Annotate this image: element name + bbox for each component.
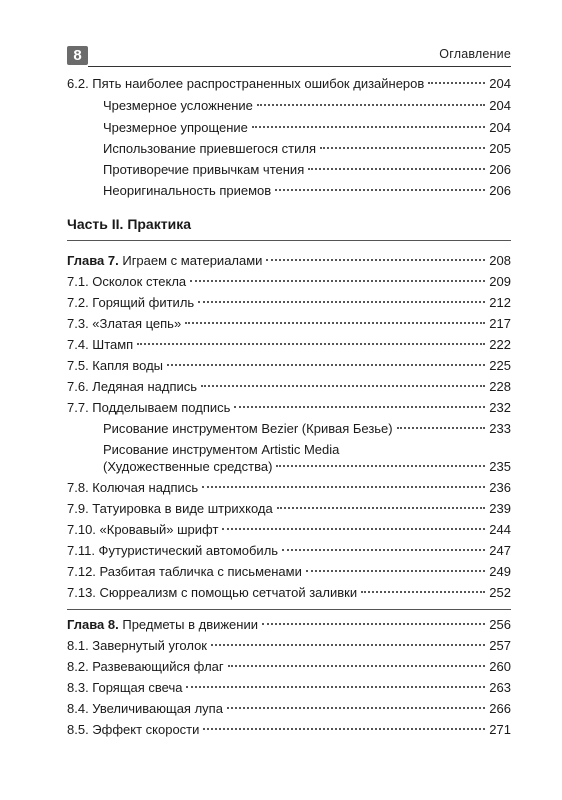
toc-entry-page: 244 (489, 522, 511, 537)
toc-entry-title: 7.6. Ледяная надпись (67, 379, 198, 394)
toc-entry[interactable] (67, 542, 511, 559)
toc-entry-page: 247 (489, 543, 511, 558)
toc-entry-title: 7.9. Татуировка в виде штрихкода (67, 501, 273, 516)
toc-entry-title: 7.10. «Кровавый» шрифт (67, 522, 219, 537)
dot-leader (167, 364, 485, 366)
dot-leader (397, 427, 486, 429)
toc-entry-title: 7.13. Сюрреализм с помощью сетчатой заливки (67, 585, 358, 600)
toc-entry[interactable] (67, 336, 511, 353)
toc-entry[interactable] (67, 294, 511, 311)
toc-entry[interactable] (67, 637, 511, 654)
toc-entry-title: 7.2. Горящий фитиль (67, 295, 195, 310)
toc-entry-title: Чрезмерное упрощение (103, 120, 248, 135)
toc-entry[interactable] (67, 399, 511, 416)
toc-entry-title: Противоречие привычкам чтения (103, 162, 305, 177)
toc-entry[interactable] (67, 479, 511, 496)
toc-entry-page: 235 (489, 459, 511, 474)
toc-entry[interactable] (67, 357, 511, 374)
running-head: Оглавление (439, 47, 511, 61)
toc-entry-page: 217 (489, 316, 511, 331)
toc-entry-page: 209 (489, 274, 511, 289)
dot-leader (306, 570, 485, 572)
toc-entry-page: 252 (489, 585, 511, 600)
toc-entry-title: (Художественные средства) (103, 459, 273, 474)
dot-leader (308, 168, 485, 170)
toc-subentry[interactable] (103, 97, 511, 114)
dot-leader (266, 259, 485, 261)
toc-entry-page: 271 (489, 722, 511, 737)
toc-entry-title: 7.11. Футуристический автомобиль (67, 543, 279, 558)
toc-entry-page: 256 (489, 617, 511, 632)
toc-chapter-title (67, 252, 262, 269)
page-header (67, 46, 511, 68)
section-rule (67, 240, 511, 241)
toc-entry[interactable] (67, 273, 511, 290)
dot-leader (185, 322, 485, 324)
toc-entry-title: 7.4. Штамп (67, 337, 134, 352)
toc-entry[interactable] (67, 378, 511, 395)
toc-entry-title: 7.12. Разбитая табличка с письменами (67, 564, 302, 579)
toc-entry-title: 7.1. Осколок стекла (67, 274, 187, 289)
toc-entry-6-2[interactable] (67, 75, 511, 92)
page-number-badge: 8 (67, 46, 88, 65)
toc-subentry[interactable] (103, 458, 511, 475)
toc-entry-title: Чрезмерное усложнение (103, 98, 253, 113)
toc-entry-page: 263 (489, 680, 511, 695)
dot-leader (190, 280, 485, 282)
toc-subentry[interactable] (103, 182, 511, 199)
toc-entry-page: 260 (489, 659, 511, 674)
toc-entry-page: 204 (489, 76, 511, 91)
dot-leader (262, 623, 485, 625)
dot-leader (277, 507, 486, 509)
dot-leader (202, 486, 485, 488)
toc-entry-title: Рисование инструментом Bezier (Кривая Безье) (103, 421, 393, 436)
dot-leader (222, 528, 485, 530)
toc-entry[interactable] (67, 584, 511, 601)
dot-leader (252, 126, 485, 128)
dot-leader (275, 189, 485, 191)
toc-entry-page: 204 (489, 120, 511, 135)
toc-entry-title: Использование приевшегося стиля (103, 141, 317, 156)
dot-leader (276, 465, 485, 467)
toc-entry[interactable] (67, 721, 511, 738)
toc-entry-page: 239 (489, 501, 511, 516)
toc-entry[interactable] (67, 563, 511, 580)
toc-entry-page: 225 (489, 358, 511, 373)
part-heading: Часть II. Практика (67, 216, 191, 232)
toc-entry-title: 7.5. Капля воды (67, 358, 164, 373)
toc-entry[interactable] (67, 658, 511, 675)
dot-leader (201, 385, 485, 387)
toc-entry-page: 266 (489, 701, 511, 716)
toc-entry-title: 8.3. Горящая свеча (67, 680, 183, 695)
toc-entry-title: 7.7. Подделываем подпись (67, 400, 231, 415)
toc-chapter-7[interactable] (67, 252, 511, 269)
toc-entry[interactable] (67, 521, 511, 538)
dot-leader (203, 728, 485, 730)
dot-leader (227, 707, 485, 709)
toc-subentry-title-line1[interactable]: Рисование инструментом Artistic Media (103, 442, 340, 457)
toc-entry-page: 204 (489, 98, 511, 113)
toc-entry-page: 249 (489, 564, 511, 579)
dot-leader (361, 591, 485, 593)
toc-subentry[interactable] (103, 420, 511, 437)
toc-entry-page: 206 (489, 183, 511, 198)
toc-subentry[interactable] (103, 140, 511, 157)
dot-leader (228, 665, 486, 667)
header-rule (88, 66, 511, 67)
dot-leader (137, 343, 485, 345)
toc-entry[interactable] (67, 500, 511, 517)
chapter-name: Предметы в движении (122, 617, 258, 632)
chapter-name: Играем с материалами (122, 253, 263, 268)
dot-leader (428, 82, 485, 84)
toc-entry-title: 7.3. «Златая цепь» (67, 316, 182, 331)
dot-leader (282, 549, 485, 551)
toc-entry-page: 236 (489, 480, 511, 495)
toc-entry-page: 233 (489, 421, 511, 436)
toc-entry-title: 6.2. Пять наиболее распространенных ошибок дизайнеров (67, 76, 425, 91)
toc-entry-page: 232 (489, 400, 511, 415)
toc-entry[interactable] (67, 700, 511, 717)
toc-entry-title: 8.5. Эффект скорости (67, 722, 200, 737)
toc-entry-title: 8.2. Развевающийся флаг (67, 659, 224, 674)
chapter-label: Глава 8. (67, 617, 119, 632)
section-rule (67, 609, 511, 610)
toc-entry[interactable] (67, 679, 511, 696)
toc-chapter-title (67, 616, 258, 633)
toc-entry-page: 205 (489, 141, 511, 156)
toc-entry[interactable] (67, 315, 511, 332)
toc-entry-page: 257 (489, 638, 511, 653)
chapter-label: Глава 7. (67, 253, 119, 268)
dot-leader (234, 406, 485, 408)
toc-entry-page: 208 (489, 253, 511, 268)
dot-leader (257, 104, 485, 106)
toc-entry-page: 206 (489, 162, 511, 177)
dot-leader (211, 644, 485, 646)
toc-entry-title: 8.1. Завернутый уголок (67, 638, 207, 653)
toc-entry-title: 7.8. Колючая надпись (67, 480, 199, 495)
toc-subentry[interactable] (103, 161, 511, 178)
dot-leader (320, 147, 485, 149)
toc-entry-page: 222 (489, 337, 511, 352)
toc-entry-title: 8.4. Увеличивающая лупа (67, 701, 223, 716)
toc-entry-title: Неоригинальность приемов (103, 183, 272, 198)
dot-leader (186, 686, 485, 688)
toc-chapter-8[interactable] (67, 616, 511, 633)
toc-entry-page: 228 (489, 379, 511, 394)
toc-entry-page: 212 (489, 295, 511, 310)
dot-leader (198, 301, 485, 303)
toc-subentry[interactable] (103, 119, 511, 136)
